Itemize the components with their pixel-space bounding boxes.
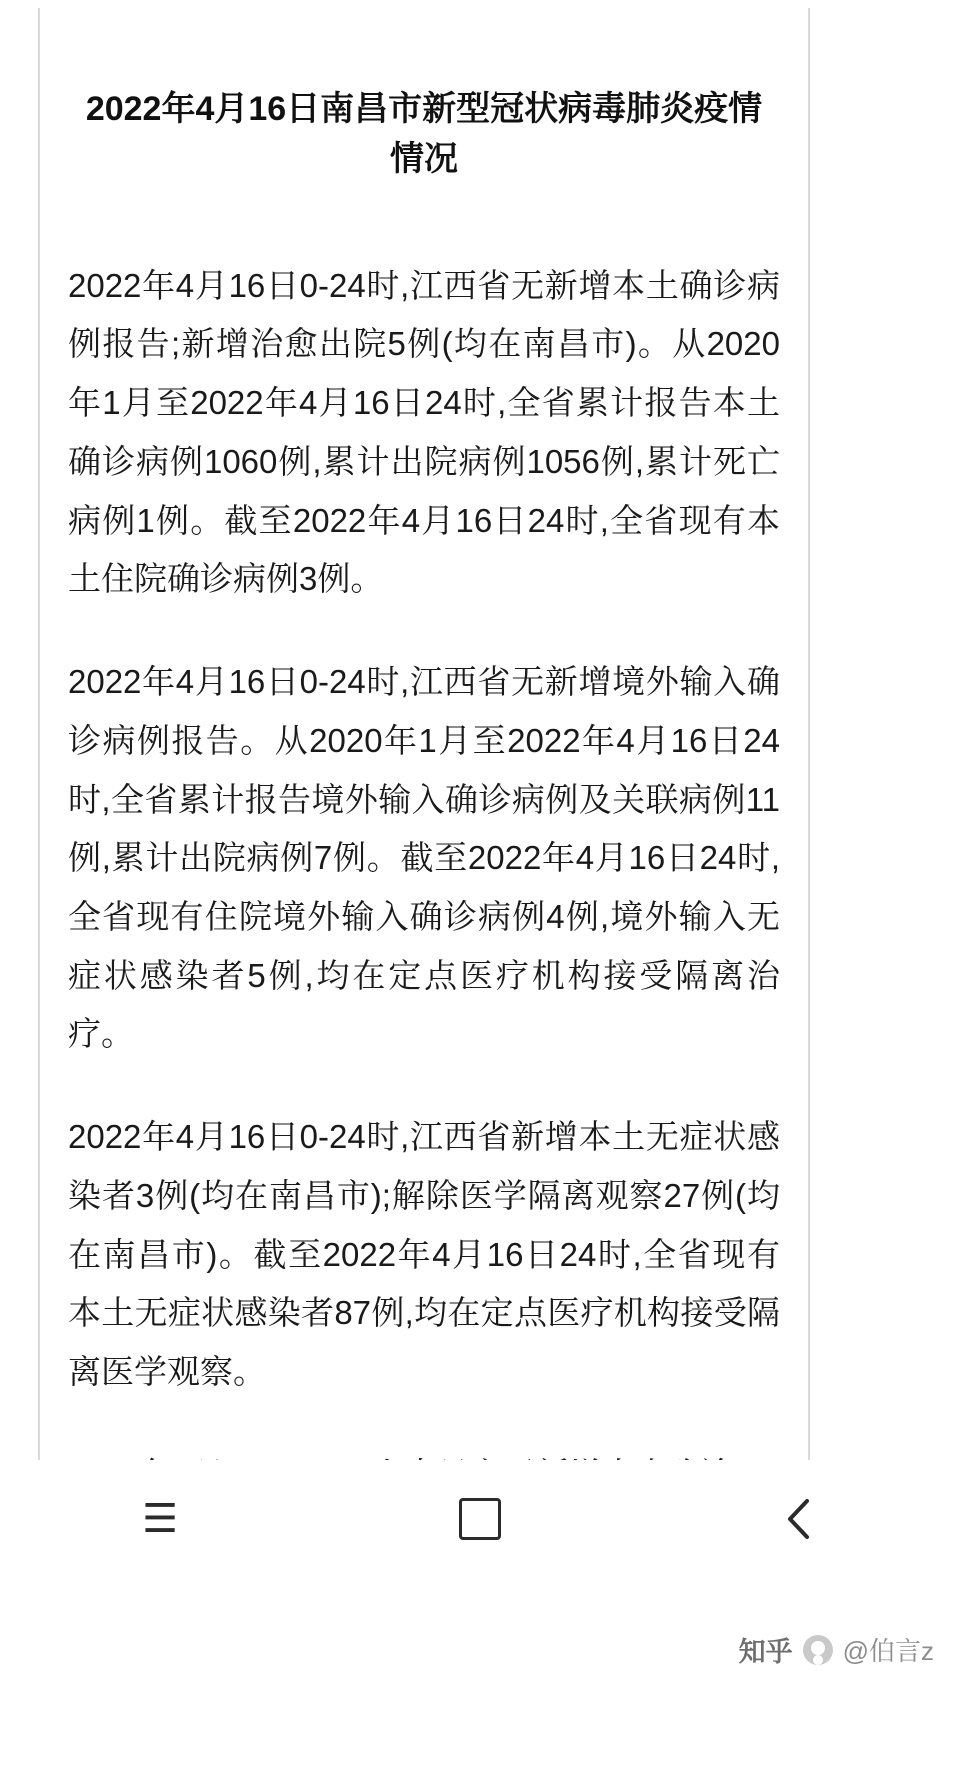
watermark [739,1630,934,1669]
bottom-area [0,1460,960,1783]
back-chevron-icon-glyph [783,1496,817,1542]
back-chevron-icon[interactable] [740,1479,860,1559]
article-body [68,257,780,1480]
zhihu-logo: 知乎 [738,1637,793,1667]
paragraph-1: 2022年4月16日0-24时,江西省无新增本土确诊病例报告;新增治愈出院5例(均在南昌市)。从2020年1月至2022年4月16日24时,全省累计报告本土确诊病例1060例,累计出院病例1056例,累计死亡病例1例。截至2022年4月16日24时,全省现有本土住院确诊病例3例。 [68,266,780,598]
paragraph-2: 2022年4月16日0-24时,江西省无新增境外输入确诊病例报告。从2020年1月至2022年4月16日24时,全省累计报告境外输入确诊病例及关联病例11例,累计出院病例7例。截至2022年4月16日24时,全省现有住院境外输入确诊病例4例,境外输入无症状感染者5例,均在定点医疗机构接受隔离治疗。 [68,663,780,1053]
watermark-username: @伯言z [842,1636,934,1666]
square-home-icon[interactable] [420,1479,540,1559]
paragraph-3: 2022年4月16日0-24时,江西省新增本土无症状感染者3例(均在南昌市);解除医学隔离观察27例(均在南昌市)。截至2022年4月16日24时,全省现有本土无症状感染者87例,均在定点医疗机构接受隔离医学观察。 [68,1118,780,1391]
article-sheet [38,8,810,1460]
screen-right-margin [810,0,960,1460]
article-content [40,84,808,1480]
avatar [803,1635,833,1665]
android-navigation-bar [0,1460,960,1578]
menu-icon-glyph: ☰ [142,1497,178,1541]
page-title: 2022年4月16日南昌市新型冠状病毒肺炎疫情情况 [85,90,763,179]
square-home-icon-glyph [459,1498,501,1540]
screen-left-margin [0,0,38,1460]
menu-icon[interactable] [100,1479,220,1559]
